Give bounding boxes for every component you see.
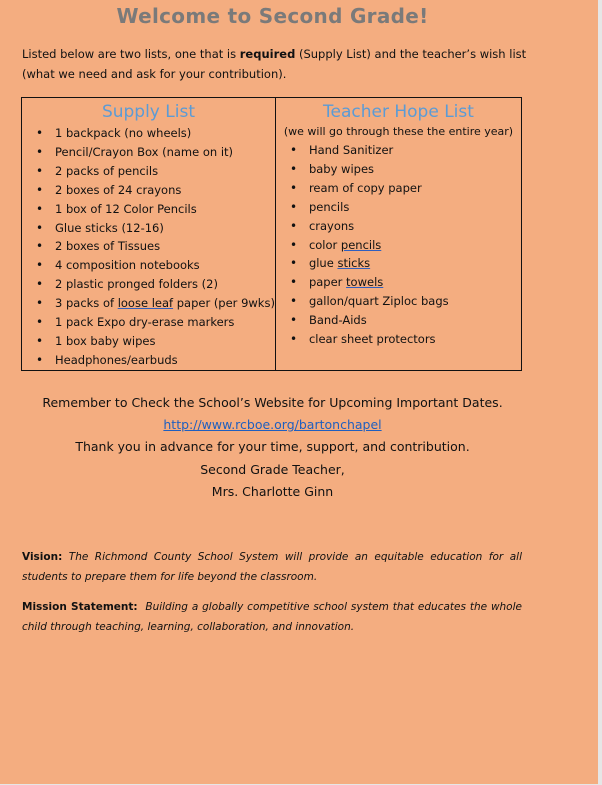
signature-role: Second Grade Teacher, (200, 461, 345, 477)
list-item (276, 236, 521, 255)
list-item: • 1 pack Expo dry-erase markers (22, 313, 275, 332)
hope-list-cell (275, 98, 521, 371)
school-website-link[interactable]: http://www.rcboe.org/bartonchapel (163, 417, 382, 433)
list-item: • Glue sticks (12-16) (22, 219, 275, 238)
list-item: • 2 plastic pronged folders (2) (22, 275, 275, 294)
page-title: Welcome to Second Grade! (116, 4, 429, 28)
mission-label: Mission Statement: (22, 601, 138, 613)
supply-list (22, 124, 275, 370)
signature-name: Mrs. Charlotte Ginn (211, 483, 334, 499)
hope-list-subheading: (we will go through these the entire year) (283, 125, 514, 138)
mission-statement (22, 598, 522, 637)
list-item (276, 254, 521, 273)
list-item: • Band-Aids (276, 311, 521, 330)
thanks-text: Thank you in advance for your time, support, and contribution. (75, 439, 470, 455)
intro-text: Listed below are two lists, one that is (22, 47, 240, 61)
list-item-text: 3 packs of (55, 296, 118, 311)
list-item: • crayons (276, 217, 521, 236)
list-item (22, 294, 275, 313)
list-item: • 2 boxes of 24 crayons (22, 181, 275, 200)
hope-list (276, 141, 521, 349)
list-item: • Hand Sanitizer (276, 141, 521, 160)
reminder-text: Remember to Check the School’s Website for Upcoming Important Dates. (42, 395, 503, 410)
spellcheck-underlined-text: loose leaf (117, 296, 174, 311)
spellcheck-underlined-text: towels (346, 275, 384, 290)
vision-text: The Richmond County School System will provide an equitable education for all students to prepare them for life beyond the classroom. (22, 551, 522, 583)
list-item-text: paper (per 9wks) (173, 296, 275, 311)
mission-text: Building a globally competitive school system that educates the whole child through teaching, learning, collaboration, and innovation. (22, 601, 522, 633)
list-item-text: color (308, 237, 341, 252)
lists-table (21, 97, 522, 371)
list-item (276, 273, 521, 292)
closing-block (0, 392, 545, 503)
vision-label: Vision: (22, 551, 63, 563)
vision-statement (22, 548, 522, 587)
list-item: • 1 box baby wipes (22, 332, 275, 351)
list-item: • 1 backpack (no wheels) (22, 124, 275, 143)
list-item: • gallon/quart Ziploc bags (276, 292, 521, 311)
supply-list-heading: Supply List (101, 102, 195, 122)
intro-required: required (239, 47, 296, 61)
list-item: • 1 box of 12 Color Pencils (22, 200, 275, 219)
list-item-text: paper (308, 275, 347, 290)
list-item: • 2 packs of pencils (22, 162, 275, 181)
list-item: • 4 composition notebooks (22, 256, 275, 275)
list-item: • pencils (276, 198, 521, 217)
list-item-text: glue (308, 256, 338, 271)
list-item: • Pencil/Crayon Box (name on it) (22, 143, 275, 162)
intro-paragraph (22, 44, 532, 84)
list-item: • Headphones/earbuds (22, 351, 275, 370)
hope-list-heading: Teacher Hope List (323, 102, 474, 122)
spellcheck-underlined-text: sticks (337, 256, 371, 271)
spellcheck-underlined-text: pencils (340, 237, 382, 252)
list-item: • ream of copy paper (276, 179, 521, 198)
list-item: • 2 boxes of Tissues (22, 237, 275, 256)
intro-text-rest: (Supply List) and the teacher’s wish list (what we need and ask for your contribution). (22, 47, 527, 81)
list-item: • baby wipes (276, 160, 521, 179)
list-item: • clear sheet protectors (276, 330, 521, 349)
supply-list-cell (22, 98, 276, 371)
